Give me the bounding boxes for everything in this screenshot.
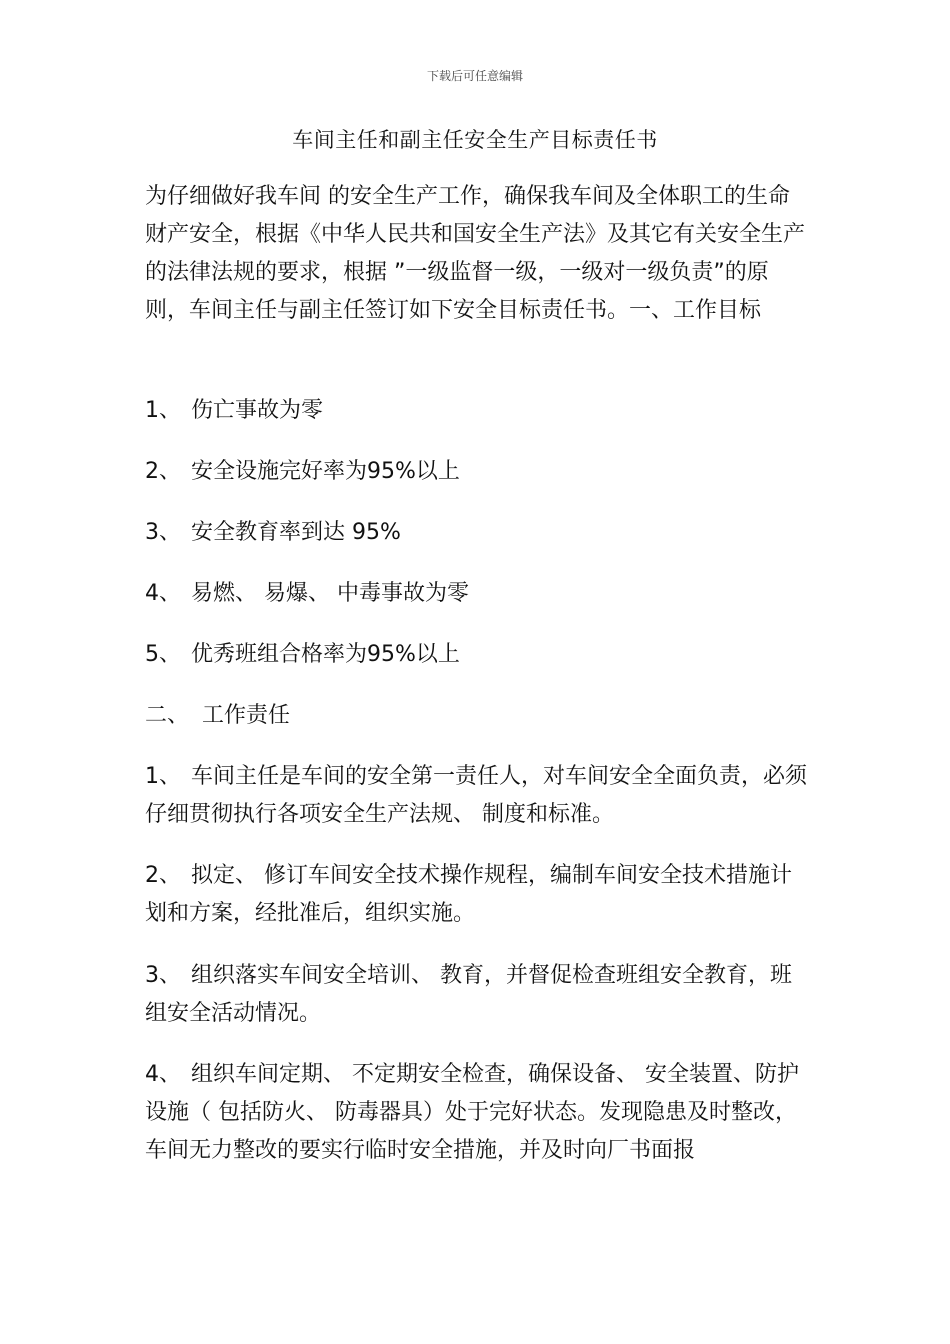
goal-number: 2、 (145, 459, 181, 484)
goal-number: 1、 (145, 398, 181, 423)
goal-text: 优秀班组合格率为95%以上 (191, 642, 460, 667)
goal-text: 易燃、 易爆、 中毒事故为零 (191, 581, 469, 606)
goal-text: 安全教育率到达 95% (191, 520, 401, 545)
duty-paragraph (145, 1056, 810, 1170)
goal-item (145, 636, 810, 697)
duty-number: 1、 (145, 764, 181, 789)
duty-number: 3、 (145, 963, 181, 988)
duty-text: 车间主任是车间的安全第一责任人，对车间安全全面负责，必须仔细贯彻执行各项安全生产法规、 制度和标准。 (145, 764, 808, 827)
section-number: 二、 (145, 703, 190, 728)
duty-text: 组织车间定期、 不定期安全检查，确保设备、 安全装置、防护设施（ 包括防火、 防毒器具）处于完好状态。发现隐患及时整改，车间无力整改的要实行临时安全措施，并及时向厂书面报 (145, 1062, 799, 1163)
goal-text: 安全设施完好率为95%以上 (191, 459, 460, 484)
goal-item (145, 453, 810, 514)
intro-paragraph: 为仔细做好我车间 的安全生产工作，确保我车间及全体职工的生命财产安全，根据《中华人民共和国安全生产法》及其它有关安全生产的法律法规的要求，根据 ”一级监督一级，一级对一级负责”的原则，车间主任与副主任签订如下安全目标责任书。一、工作目标 (145, 184, 806, 323)
duty-text: 组织落实车间安全培训、 教育，并督促检查班组安全教育，班组安全活动情况。 (145, 963, 792, 1026)
duty-number: 4、 (145, 1062, 181, 1087)
goal-number: 3、 (145, 520, 181, 545)
duty-number: 2、 (145, 863, 181, 888)
goal-item (145, 575, 810, 636)
duty-text: 拟定、 修订车间安全技术操作规程，编制车间安全技术措施计划和方案，经批准后，组织实施。 (145, 863, 792, 926)
section-heading-responsibilities (145, 697, 290, 735)
goal-text: 伤亡事故为零 (191, 398, 324, 423)
document-title: 车间主任和副主任安全生产目标责任书 (292, 128, 658, 152)
goal-number: 4、 (145, 581, 181, 606)
goal-number: 5、 (145, 642, 181, 667)
duty-paragraph (145, 758, 810, 834)
header-note: 下载后可任意编辑 (426, 69, 523, 83)
duty-paragraph (145, 957, 810, 1033)
section-title: 工作责任 (202, 703, 291, 728)
duty-paragraph (145, 857, 810, 933)
goal-item (145, 514, 810, 575)
goal-item (145, 392, 810, 453)
goals-list (145, 392, 810, 697)
